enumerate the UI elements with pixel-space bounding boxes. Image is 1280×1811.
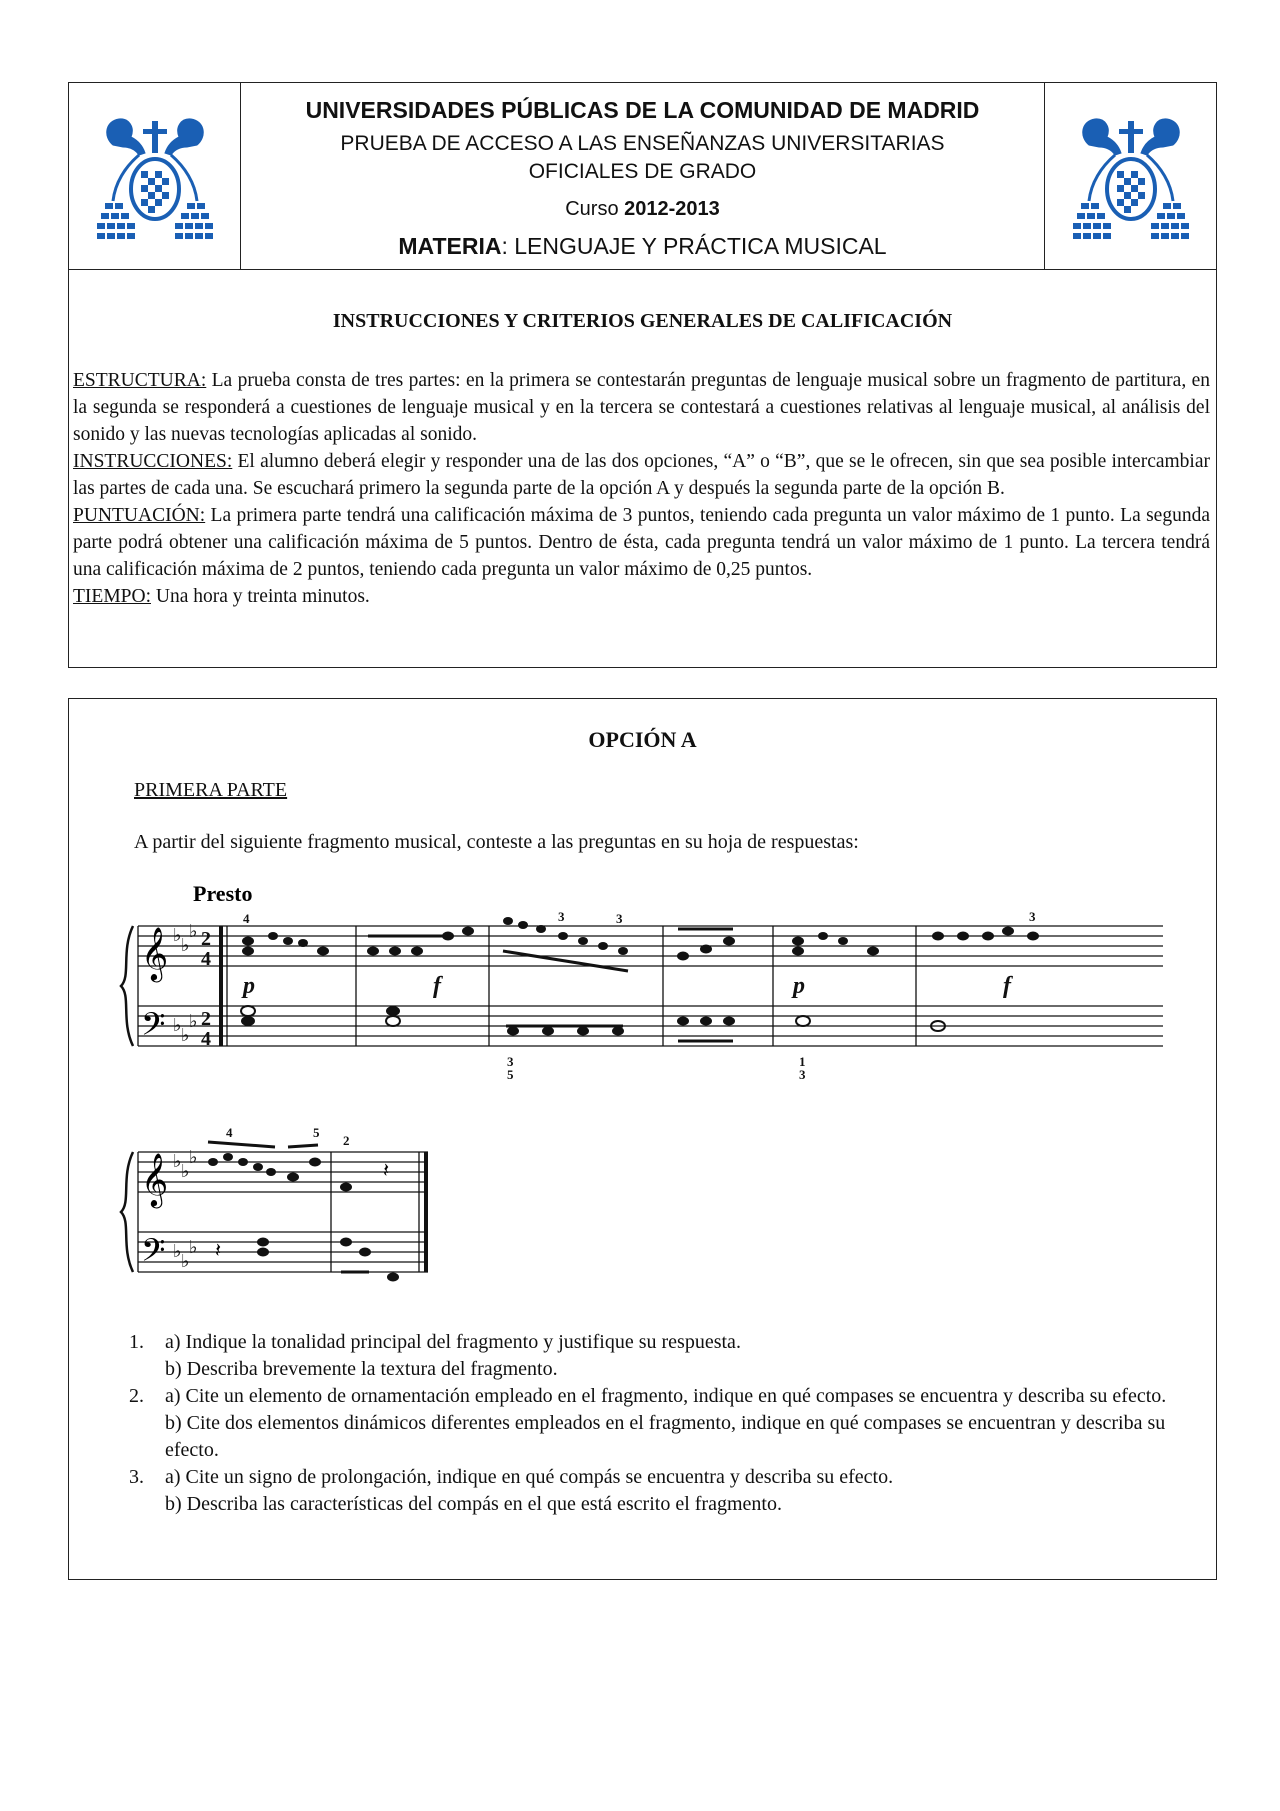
fingering: 3	[616, 911, 623, 926]
dynamic-f-1: f	[433, 973, 441, 999]
question-item	[129, 1383, 1196, 1464]
bass-clef-icon: 𝄢	[141, 1006, 166, 1050]
exam-subtitle-line1: PRUEBA DE ACCESO A LAS ENSEÑANZAS UNIVERSITARIAS	[340, 132, 945, 155]
fingering: 3	[799, 1067, 806, 1082]
svg-text:♭: ♭	[189, 1237, 198, 1258]
tiempo-text: Una hora y treinta minutos.	[151, 586, 370, 607]
university-crest-icon	[95, 107, 215, 245]
question-part-b: b) Cite dos elementos dinámicos diferentes empleados en el fragmento, indique en qué compases se encuentran y describa su efecto.	[165, 1412, 1166, 1461]
question-item	[129, 1464, 1196, 1518]
subject-value: : LENGUAJE Y PRÁCTICA MUSICAL	[501, 233, 887, 259]
svg-text:♭: ♭	[173, 925, 182, 946]
puntuacion-label: PUNTUACIÓN:	[73, 505, 206, 526]
svg-text:♭: ♭	[181, 1025, 190, 1046]
exam-header	[68, 82, 1217, 270]
svg-text:♭: ♭	[181, 1251, 190, 1272]
svg-text:♭: ♭	[173, 1015, 182, 1036]
question-list	[129, 1329, 1196, 1518]
question-part-a: a) Indique la tonalidad principal del fragmento y justifique su respuesta.	[165, 1331, 741, 1353]
svg-text:♭: ♭	[189, 1011, 198, 1032]
instructions-body	[73, 367, 1210, 610]
puntuacion-paragraph	[73, 502, 1210, 583]
quarter-rest-icon: 𝄽	[215, 1238, 222, 1262]
fingering: 5	[507, 1067, 514, 1082]
course-label: Curso	[565, 198, 625, 220]
fingering: 3	[507, 1054, 514, 1069]
question-body	[165, 1329, 1196, 1383]
estructura-text: La prueba consta de tres partes: en la primera se contestarán preguntas de lenguaje musical sobre un fragmento de partitura, en la segunda se responderá a cuestiones de lenguaje musical y en la tercera se contestará a cuestiones relativas al lenguaje musical, al análisis del sonido y las nuevas tecnologías aplicadas al sonido.	[73, 370, 1210, 445]
estructura-paragraph	[73, 367, 1210, 448]
fingering: 4	[226, 1125, 233, 1140]
treble-clef-icon: 𝄞	[141, 926, 169, 980]
fingering: 1	[799, 1054, 806, 1069]
question-body	[165, 1464, 1196, 1518]
bass-clef-icon: 𝄢	[141, 1232, 166, 1276]
question-part-a: a) Cite un elemento de ornamentación empleado en el fragmento, indique en qué compases se encuentra y describa su efecto.	[165, 1385, 1167, 1407]
instrucciones-label: INSTRUCCIONES:	[73, 451, 233, 472]
fingering: 3	[558, 909, 565, 924]
subject-line	[241, 233, 1044, 260]
svg-text:2: 2	[201, 1008, 211, 1030]
svg-text:♭: ♭	[173, 1241, 182, 1262]
svg-text:♭: ♭	[173, 1151, 182, 1172]
puntuacion-text: La primera parte tendrá una calificación máxima de 3 puntos, teniendo cada pregunta un valor máximo de 1 punto. La segunda parte podrá obtener una calificación máxima de 5 puntos. Dentro de ésta, cada pregunta tendrá un valor máximo de 1 punto. La tercera tendrá una calificación máxima de 2 puntos, teniendo cada pregunta un valor máximo de 0,25 puntos.	[73, 505, 1210, 580]
tempo-marking: Presto	[193, 881, 253, 906]
question-number: 2.	[129, 1385, 144, 1407]
part-intro: A partir del siguiente fragmento musical, conteste a las preguntas en su hoja de respuestas:	[134, 831, 859, 853]
treble-clef-icon: 𝄞	[141, 1152, 169, 1206]
question-body	[165, 1383, 1196, 1464]
subject-label: MATERIA	[398, 233, 502, 259]
fingering: 3	[1029, 909, 1036, 924]
course-line	[241, 198, 1044, 221]
question-part-b: b) Describa las características del compás en el que está escrito el fragmento.	[165, 1493, 782, 1515]
question-number: 1.	[129, 1331, 144, 1353]
fingering: 5	[313, 1125, 320, 1140]
course-value: 2012-2013	[624, 198, 720, 220]
score-system-2	[103, 1117, 443, 1297]
question-number: 3.	[129, 1466, 144, 1488]
fingering: 2	[343, 1133, 350, 1148]
score-system-1	[103, 881, 1163, 1091]
svg-text:♭: ♭	[189, 1147, 198, 1168]
question-item	[129, 1329, 1196, 1383]
dynamic-f-2: f	[1003, 973, 1011, 999]
option-a-box	[68, 698, 1217, 1580]
logo-cell-left	[69, 83, 241, 269]
logo-cell-right	[1044, 83, 1216, 269]
dynamic-p-1: p	[243, 973, 255, 999]
quarter-rest-icon: 𝄽	[383, 1158, 390, 1182]
institution-title: UNIVERSIDADES PÚBLICAS DE LA COMUNIDAD DE MADRID	[305, 97, 980, 123]
option-a-title: OPCIÓN A	[588, 727, 697, 752]
instructions-title: INSTRUCCIONES Y CRITERIOS GENERALES DE CALIFICACIÓN	[332, 310, 953, 332]
tiempo-label: TIEMPO:	[73, 586, 151, 607]
question-part-b: b) Describa brevemente la textura del fragmento.	[165, 1358, 558, 1380]
fingering: 4	[243, 911, 250, 926]
university-crest-icon	[1071, 107, 1191, 245]
exam-subtitle-line2: OFICIALES DE GRADO	[528, 160, 757, 183]
svg-text:♭: ♭	[189, 921, 198, 942]
tiempo-paragraph	[73, 583, 1210, 610]
svg-text:2: 2	[201, 928, 211, 950]
question-part-a: a) Cite un signo de prolongación, indique en qué compás se encuentra y describa su efecto.	[165, 1466, 894, 1488]
header-text-block	[241, 83, 1044, 269]
dynamic-p-2: p	[793, 973, 805, 999]
estructura-label: ESTRUCTURA:	[73, 370, 207, 391]
svg-text:♭: ♭	[181, 935, 190, 956]
svg-text:♭: ♭	[181, 1161, 190, 1182]
svg-text:4: 4	[201, 1028, 211, 1050]
instrucciones-text: El alumno deberá elegir y responder una de las dos opciones, “A” o “B”, que se le ofrecen, sin que sea posible intercambiar las partes de cada una. Se escuchará primero la segunda parte de la opción A y después la segunda parte de la opción B.	[73, 451, 1210, 499]
part-label: PRIMERA PARTE	[134, 779, 288, 801]
instructions-box	[68, 270, 1217, 668]
instrucciones-paragraph	[73, 448, 1210, 502]
svg-text:4: 4	[201, 948, 211, 970]
